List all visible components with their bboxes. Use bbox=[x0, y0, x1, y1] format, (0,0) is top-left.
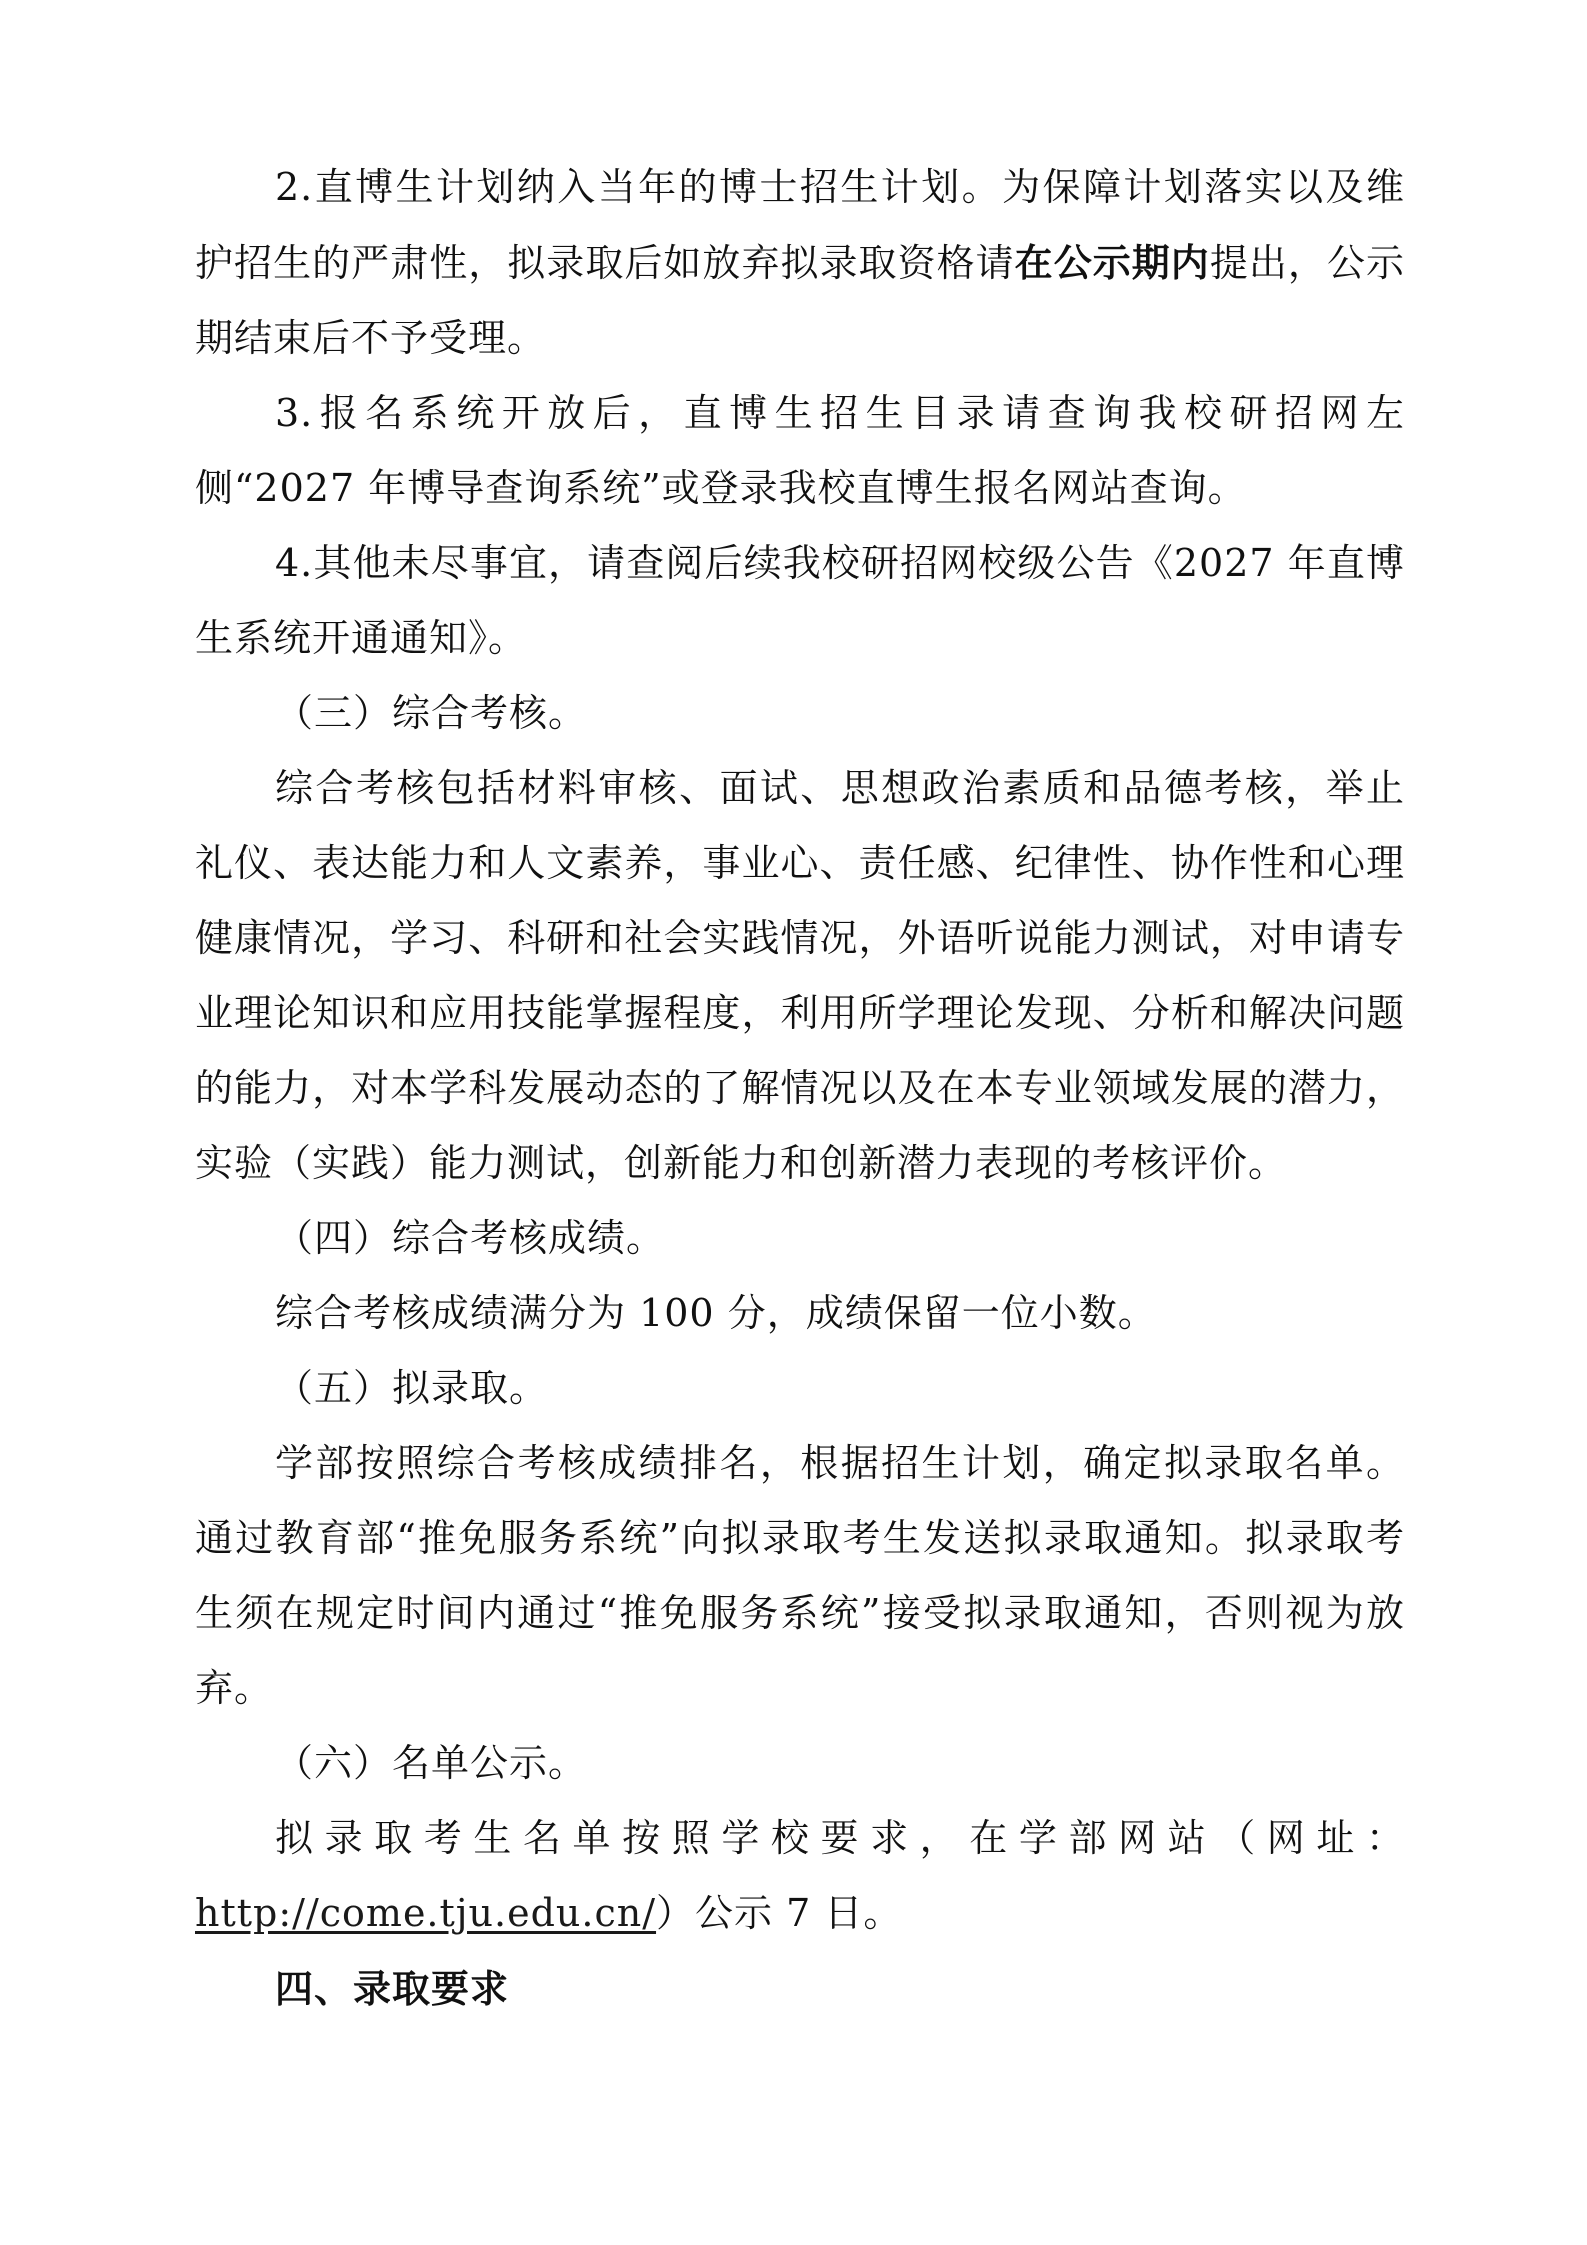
website-link[interactable]: http://come.tju.edu.cn/ bbox=[195, 1891, 657, 1935]
paragraph-plan-note: 2.直博生计划纳入当年的博士招生计划。为保障计划落实以及维护招生的严肃性，拟录取后如放弃拟录取资格请在公示期内提出，公示期结束后不予受理。 bbox=[195, 165, 1405, 360]
paragraph-publicity: 拟录取考生名单按照学校要求，在学部网站（网址：http://come.tju.edu.cn/）公示 7 日。 bbox=[195, 1816, 1405, 1935]
paragraph-assessment-content: 综合考核包括材料审核、面试、思想政治素质和品德考核，举止礼仪、表达能力和人文素养，事业心、责任感、纪律性、协作性和心理健康情况，学习、科研和社会实践情况，外语听说能力测试，对申请专业理论知识和应用技能掌握程度，利用所学理论发现、分析和解决问题的能力，对本学科发展动态的了解情况以及在本专业领域发展的潜力，实验（实践）能力测试，创新能力和创新潜力表现的考核评价。 bbox=[195, 766, 1405, 1185]
heading-list-publicity: （六）名单公示。 bbox=[275, 1741, 588, 1785]
heading-assessment-score: （四）综合考核成绩。 bbox=[275, 1216, 666, 1260]
bold-emphasis: 在公示期内 bbox=[1014, 240, 1210, 285]
section-heading-admission-requirements: 四、录取要求 bbox=[275, 1966, 510, 2011]
heading-comprehensive-assessment: （三）综合考核。 bbox=[275, 691, 588, 735]
paragraph-admission-process: 学部按照综合考核成绩排名，根据招生计划，确定拟录取名单。通过教育部“推免服务系统”向拟录取考生发送拟录取通知。拟录取考生须在规定时间内通过“推免服务系统”接受拟录取通知，否则视为放弃。 bbox=[195, 1441, 1405, 1710]
document-body bbox=[195, 150, 1405, 2026]
paragraph-score-rule: 综合考核成绩满分为 100 分，成绩保留一位小数。 bbox=[275, 1291, 1157, 1335]
paragraph-catalog-note: 3.报名系统开放后，直博生招生目录请查询我校研招网左侧“2027 年博导查询系统”或登录我校直博生报名网站查询。 bbox=[195, 391, 1405, 510]
heading-proposed-admission: （五）拟录取。 bbox=[275, 1366, 549, 1410]
paragraph-other-matters: 4.其他未尽事宜，请查阅后续我校研招网校级公告《2027 年直博生系统开通通知》。 bbox=[195, 541, 1405, 660]
